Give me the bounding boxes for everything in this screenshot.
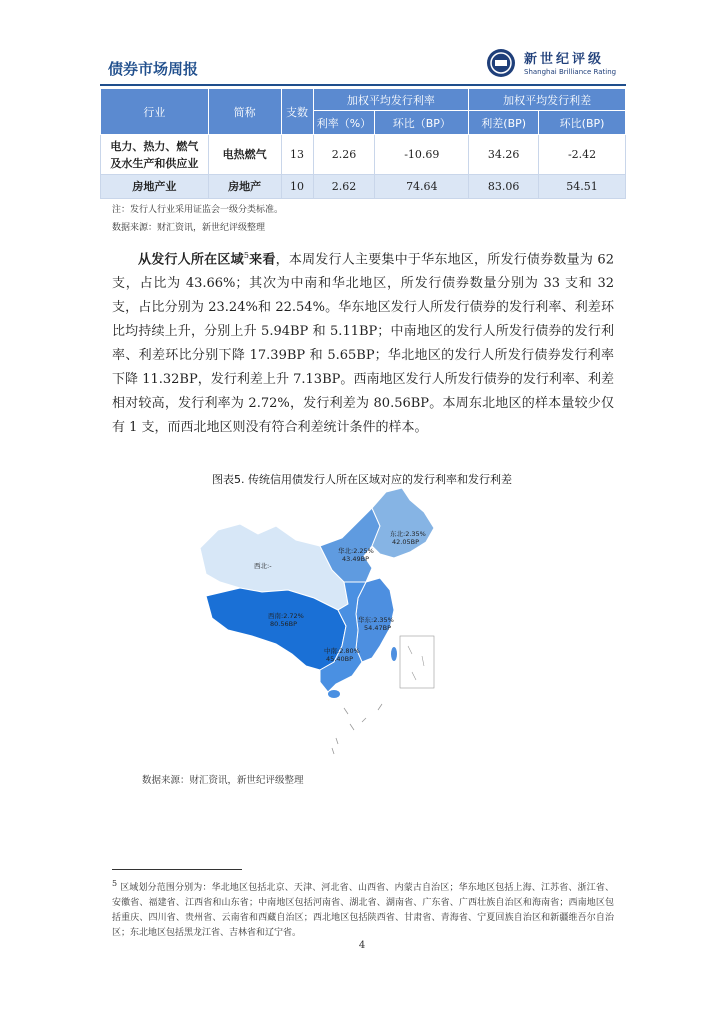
analysis-paragraph (112, 244, 614, 440)
paragraph-body: ，本周发行人主要集中于华东地区，所发行债券数量为 62 支，占比为 43.66%；其次为中南和华北地区，所发行债券数量分别为 33 支和 32 支，占比分别为 23.24%和 22.54%。华东地区发行人所发行债券的发行利率、利差环比均持续上升，分别上升 5.94BP 和 5.11BP；中南地区的发行人所发行债券的发行利率、利差环比分别下降 17.39BP 和 5.65BP；华北地区的发行人所发行债券发行利率下降 11.32BP，发行利差上升 7.13BP。西南地区发行人所发行债券的发行利率、利差相对较高，发行利率为 2.72%，发行利差为 80.56BP。本周东北地区的样本量较少仅有 1 支，而西北地区则没有符合利差统计条件的样本。 (112, 252, 614, 436)
label-central-south-rate: 中南:2.80% (324, 647, 360, 655)
header-rate-group: 加权平均发行利率 (313, 89, 469, 111)
logo-chinese-name: 新世纪评级 (524, 52, 605, 67)
cell-count: 10 (281, 175, 313, 199)
label-east-rate: 华东:2.35% (358, 616, 394, 624)
table-row (101, 175, 626, 199)
cell-spread: 34.26 (469, 135, 539, 175)
label-east-spread: 54.47BP (364, 624, 391, 632)
label-north-spread: 43.49BP (342, 555, 369, 563)
paragraph-lead: 从发行人所在区域 (138, 252, 244, 268)
label-north-rate: 华北:2.25% (338, 547, 374, 555)
label-central-south-spread: 45.40BP (326, 655, 353, 663)
label-northeast-rate: 东北:2.35% (390, 530, 426, 538)
figure-title: 图表5. 传统信用债发行人所在区域对应的发行利率和发行利差 (212, 473, 512, 486)
label-southwest-spread: 80.56BP (270, 620, 297, 628)
label-northeast-spread: 42.05BP (392, 538, 419, 546)
header-spread: 利差(BP) (469, 111, 539, 135)
cell-spread-change: 54.51 (539, 175, 626, 199)
cell-rate-change: -10.69 (375, 135, 469, 175)
footnote-text: 区域划分范围分别为：华北地区包括北京、天津、河北省、山西省、内蒙古自治区；华东地区包括上海、江苏省、浙江省、安徽省、福建省、江西省和山东省；中南地区包括河南省、湖北省、湖南省、广东省、广西壮族自治区和海南省；西南地区包括重庆、四川省、贵州省、云南省和西藏自治区；西北地区包括陕西省、甘肃省、青海省、宁夏回族自治区和新疆维吾尔自治区；东北地区包括黑龙江省、吉林省和辽宁省。 (112, 883, 614, 938)
south-sea-inset (400, 636, 434, 688)
label-southwest-rate: 西南:2.72% (268, 612, 304, 620)
hainan-island (328, 690, 340, 698)
table-source: 数据来源：财汇资讯，新世纪评级整理 (112, 223, 266, 233)
nine-dash-line (332, 704, 382, 754)
cell-abbr: 房地产 (208, 175, 281, 199)
cell-spread-change: -2.42 (539, 135, 626, 175)
header-abbr: 简称 (208, 89, 281, 135)
cell-industry (101, 135, 209, 175)
paragraph-lead-end: 来看 (248, 252, 276, 268)
cell-spread: 83.06 (469, 175, 539, 199)
header-spread-change: 环比(BP) (539, 111, 626, 135)
cell-count: 13 (281, 135, 313, 175)
logo-emblem-icon (486, 48, 516, 78)
footnote-divider (112, 869, 242, 870)
label-northwest-rate: 西北:- (254, 562, 272, 570)
footnote (112, 876, 614, 941)
logo-english-name: Shanghai Brilliance Rating (524, 68, 617, 76)
footnote-mark: 5 (112, 879, 118, 888)
footnote-ref[interactable]: 5 (243, 251, 249, 260)
header-industry: 行业 (101, 89, 209, 135)
page-number: 4 (358, 940, 366, 951)
china-region-map (196, 486, 446, 766)
header-divider (100, 84, 626, 86)
cell-rate-change: 74.64 (375, 175, 469, 199)
report-title: 债券市场周报 (108, 60, 199, 78)
table-note: 注：发行人行业采用证监会一级分类标准。 (112, 205, 284, 215)
header-rate-change: 环比（BP） (375, 111, 469, 135)
cell-abbr: 电热燃气 (208, 135, 281, 175)
cell-industry: 房地产业 (101, 175, 209, 199)
table-row (101, 135, 626, 175)
figure-source: 数据来源：财汇资讯，新世纪评级整理 (142, 775, 304, 786)
header-count: 支数 (281, 89, 313, 135)
taiwan-island (391, 647, 397, 661)
cell-industry-line1: 电力、热力、燃气 (110, 139, 199, 153)
industry-rate-table (100, 88, 626, 199)
inset-dashes (408, 646, 424, 680)
company-logo (486, 46, 621, 82)
header-rate: 利率（%） (313, 111, 375, 135)
cell-rate: 2.26 (313, 135, 375, 175)
cell-industry-line2: 及水生产和供应业 (110, 156, 199, 170)
cell-rate: 2.62 (313, 175, 375, 199)
header-spread-group: 加权平均发行利差 (469, 89, 626, 111)
region-northeast (372, 488, 434, 558)
